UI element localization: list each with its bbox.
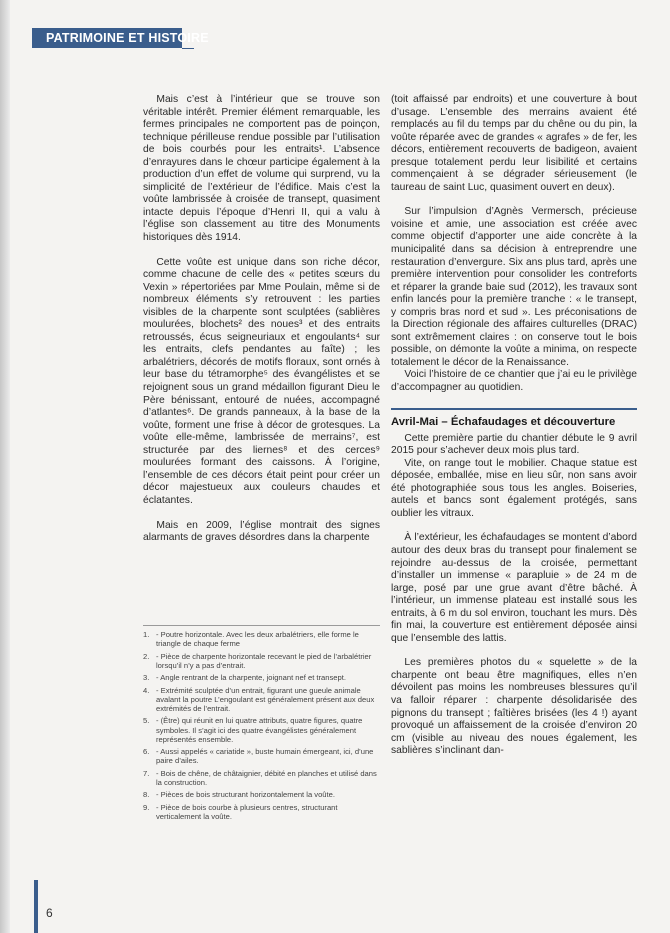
section-title: PATRIMOINE ET HISTOIRE [46,31,209,45]
body-paragraph: Mais c’est à l’intérieur que se trouve son véritable intérêt. Premier élément remarquable, les fermes principales ne comportent pas de poinçon, technique périlleuse rendue possible par l’utilisation de bois courbés pour les entraits¹. L’absence d’enrayures dans le chœur participe également à la production d’un effet de volume qui surprend, vu la simplicité de l’extérieur de l’édifice. Mais c’est la voûte lambrissée à croisée de transept, quasiment intacte depuis l’époque d’Henri II, qui a valu à l’église son classement au titre des Monuments historiques dès 1914. [143,94,380,244]
body-paragraph: Les premières photos du « squelette » de la charpente ont beau être magnifiques, elles n’en dévoilent pas moins les nombreuses blessures qu’il va falloir réparer : charpente désolidarisée des pignons du transept ; faîtières brisées (les 4 !) ayant provoqué un affaissement de la croisée d’environ 20 cm (visible au niveau des noues également, les sablières s’inclinant dan- [391,657,637,757]
page-number: 6 [46,906,53,920]
body-paragraph: Voici l’histoire de ce chantier que j’ai eu le privilège d’accompagner au quotidien. [391,369,637,394]
footnote: 6. - Aussi appelés « cariatide », buste humain émergeant, ici, d’une paire d’ailes. [143,747,374,766]
section-heading: Avril-Mai – Échafaudages et découverture [391,408,637,429]
footer-accent-bar [34,880,38,933]
footnote: 2. - Pièce de charpente horizontale recevant le pied de l’arbalétrier lorsqu’il n’y a pas d’entrait. [143,651,372,670]
body-paragraph: Cette première partie du chantier débute le 9 avril 2015 pour s’achever deux mois plus tard. [391,432,637,457]
body-paragraph: Sur l’impulsion d’Agnès Vermersch, précieuse voisine et amie, une association est créée avec comme objectif d’apporter une aide concrète à la municipalité dans sa décision à entreprendre une restauration d’envergure. Six ans plus tard, après une première intervention pour consolider les contreforts et réparer la grande baie sud (2012), les travaux sont enfin lancés pour la première tranche : « le transept, y compris bras nord et sud ». Les préconisations de la Direction régionale des affaires culturelles (DRAC) sont extrêmement claires : on conserve tout le bois possible, on démonte la voûte a minima, on respecte totalement le décor de la Renaissance. [391,206,637,368]
footnotes [143,625,380,824]
footnote: 8. - Pièces de bois structurant horizontalement la voûte. [143,790,335,800]
footnote: 4. - Extrémité sculptée d’un entrait, figurant une gueule animale avalant la poutre L’engoulant est généralement présent aux deux extrémités de l’entrait. [143,685,375,713]
right-column [391,94,637,758]
body-paragraph: Vite, on range tout le mobilier. Chaque statue est déposée, emballée, mise en lieu sûr, non sans avoir été photographiée sous tous les angles. Boiseries, autels et bancs sont également protégés, sans oublier les vitraux. [391,457,637,519]
section-header [32,28,209,48]
footnote: 9. - Pièce de bois courbe à plusieurs centres, structurant verticalement la voûte. [143,802,338,821]
footnote: 1. - Poutre horizontale. Avec les deux arbalétriers, elle forme le triangle de chaque ferme [143,630,359,649]
footnote: 3. - Angle rentrant de la charpente, joignant nef et transept. [143,673,346,683]
footnote: 7. - Bois de chêne, de châtaignier, débité en planches et utilisé dans la construction. [143,768,377,787]
body-paragraph: (toit affaissé par endroits) et une couverture à bout d’usage. L’ensemble des merrains avaient été remplacés au fil du temps par du chêne ou du pin, la voûte réparée avec de grandes « agrafes » de fer, les décors, entièrement recouverts de badigeon, avaient presque totalement perdu leur lisibilité et certains commençaient à se dégrader sérieusement (le taureau de saint Luc, quasiment ouvert en deux). [391,94,637,193]
left-column [143,94,380,545]
footnote: 5. - (Être) qui réunit en lui quatre attributs, quatre figures, quatre symboles. Il s’agit ici des quatre évangélistes généralement représentés ensemble. [143,716,363,744]
body-paragraph: À l’extérieur, les échafaudages se montent d’abord autour des deux bras du transept pour finalement se rejoindre au-dessus de la croisée, permettant d’installer un immense « parapluie » de 24 m de large, posé par une grue avant d’être bâché. À l’intérieur, un immense plateau est installé sous les entraits, à 6 m du sol environ, touchant les murs. Dès fin mai, la couverture est entièrement déposée ainsi que l’ensemble des lattis. [391,532,637,644]
header-rule [182,38,194,49]
body-paragraph: Cette voûte est unique dans son riche décor, comme chacune de celle des « petites sœurs du Vexin » répertoriées par Mme Poulain, même si de nombreux éléments s’y retrouvent : les parties visibles de la charpente sont sculptées (sablières moulurées, blochets² des noues³ et des entraits retroussés, écus seigneuriaux et engoulants⁴ sur les entraits, clefs pendantes au faîte) ; les arbalétriers, décorés de motifs floraux, sont ornés à leur base du tétramorphe⁵ des évangélistes et se rejoignent sous un grand médaillon figurant Dieu le Père bénissant, entouré de nuées, accompagné d’atlantes⁶. De grands panneaux, à la base de la voûte, forment une frise à décor de grotesques. La voûte elle-même, lambrissée de merrains⁷, est structurée par des liernes⁸ et des cerces⁹ moulurées formant des caissons. À l’origine, l’ensemble de ces décors était peint pour créer un décor majestueux aux couleurs chaudes et éclatantes. [143,256,380,506]
page-binding-edge [0,0,10,933]
body-paragraph: Mais en 2009, l’église montrait des signes alarmants de graves désordres dans la charpente [143,519,380,544]
